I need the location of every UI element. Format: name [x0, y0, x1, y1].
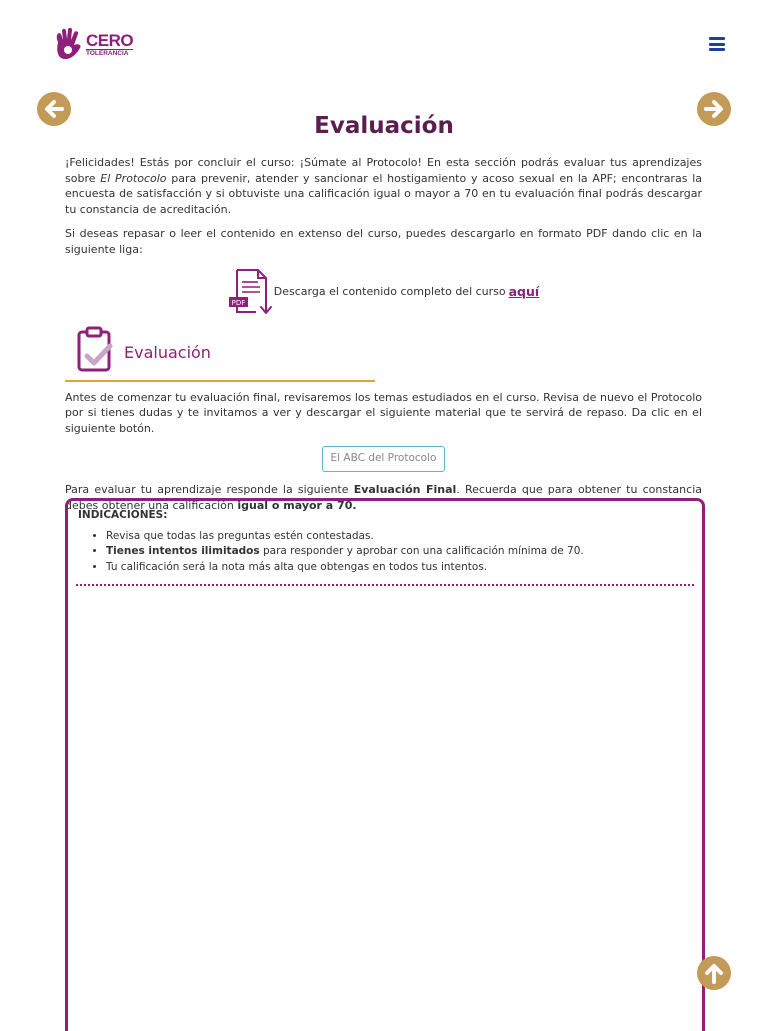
- list-item: • Revisa que todas las preguntas estén contestadas.: [106, 529, 692, 545]
- main-content: [65, 155, 702, 513]
- intro-text-b: para prevenir, atender y sancionar el hostigamiento y acoso sexual en la APF; encontraras la encuesta de satisfacción y si obtuviste una calificación igual o mayor a 70 en tu evaluación final podrás descargar tu constancia de acreditación.: [65, 171, 702, 216]
- hamburger-icon[interactable]: [709, 37, 725, 51]
- evaluation-frame: [65, 498, 705, 1031]
- logo-subtitle: TOLERANCIA: [86, 49, 133, 58]
- button-row: [65, 446, 702, 472]
- logo-title: CERO: [86, 31, 134, 51]
- intro-paragraph: [65, 155, 702, 217]
- instructions-text-a: Para evaluar tu aprendizaje responde la siguiente: [65, 482, 354, 496]
- review-paragraph: Antes de comenzar tu evaluación final, revisaremos los temas estudiados en el curso. Revisa de nuevo el Protocolo por si tienes dudas y te invitamos a ver y descargar el siguiente material que te servirá de repaso. Da clic en el siguiente botón.: [65, 390, 702, 435]
- arrow-up-icon: [697, 956, 731, 990]
- download-text: Descarga el contenido completo del curso: [273, 284, 506, 298]
- download-intro-paragraph: Si deseas repasar o leer el contenido en extenso del curso, puedes descargarlo en formato PDF dando clic en la siguiente liga:: [65, 227, 702, 256]
- list-item-bold: Tienes intentos ilimitados: [106, 545, 260, 558]
- instructions-bold-a: Evaluación Final: [353, 482, 457, 496]
- list-item: • Tu calificación será la nota más alta que obtengas en todos tus intentos.: [106, 560, 692, 576]
- page-title: Evaluación: [314, 113, 454, 139]
- abc-protocol-button[interactable]: El ABC del Protocolo: [322, 446, 446, 472]
- intro-emphasis: El Protocolo: [100, 171, 167, 185]
- hand-logo-icon: [52, 28, 84, 62]
- instructions-text-c: . Recuerda que para obtener tu constancia debes obtener una calificación: [65, 482, 702, 512]
- download-link[interactable]: aquí: [508, 283, 540, 299]
- scroll-to-top-button[interactable]: [697, 956, 731, 990]
- pdf-download-icon[interactable]: [228, 268, 274, 316]
- list-item: [106, 544, 692, 560]
- indications-title: INDICACIONES:: [78, 509, 168, 521]
- pdf-label: PDF: [231, 298, 246, 307]
- section-title: Evaluación: [124, 342, 211, 362]
- instructions-bold-b: igual o mayor a 70.: [237, 498, 357, 512]
- logo[interactable]: [52, 28, 133, 62]
- indications-block: [78, 508, 692, 575]
- indications-list: [78, 529, 692, 576]
- section-banner: [65, 324, 375, 382]
- list-item-text: para responder y aprobar con una calificación mínima de 70.: [259, 545, 584, 558]
- intro-text-a: ¡Felicidades! Estás por concluir el curso: ¡Súmate al Protocolo! En esta sección podrás evaluar tus aprendizajes sobre: [65, 156, 702, 185]
- clipboard-check-icon: [77, 326, 113, 374]
- dotted-divider: [76, 584, 694, 586]
- download-row: [65, 268, 702, 316]
